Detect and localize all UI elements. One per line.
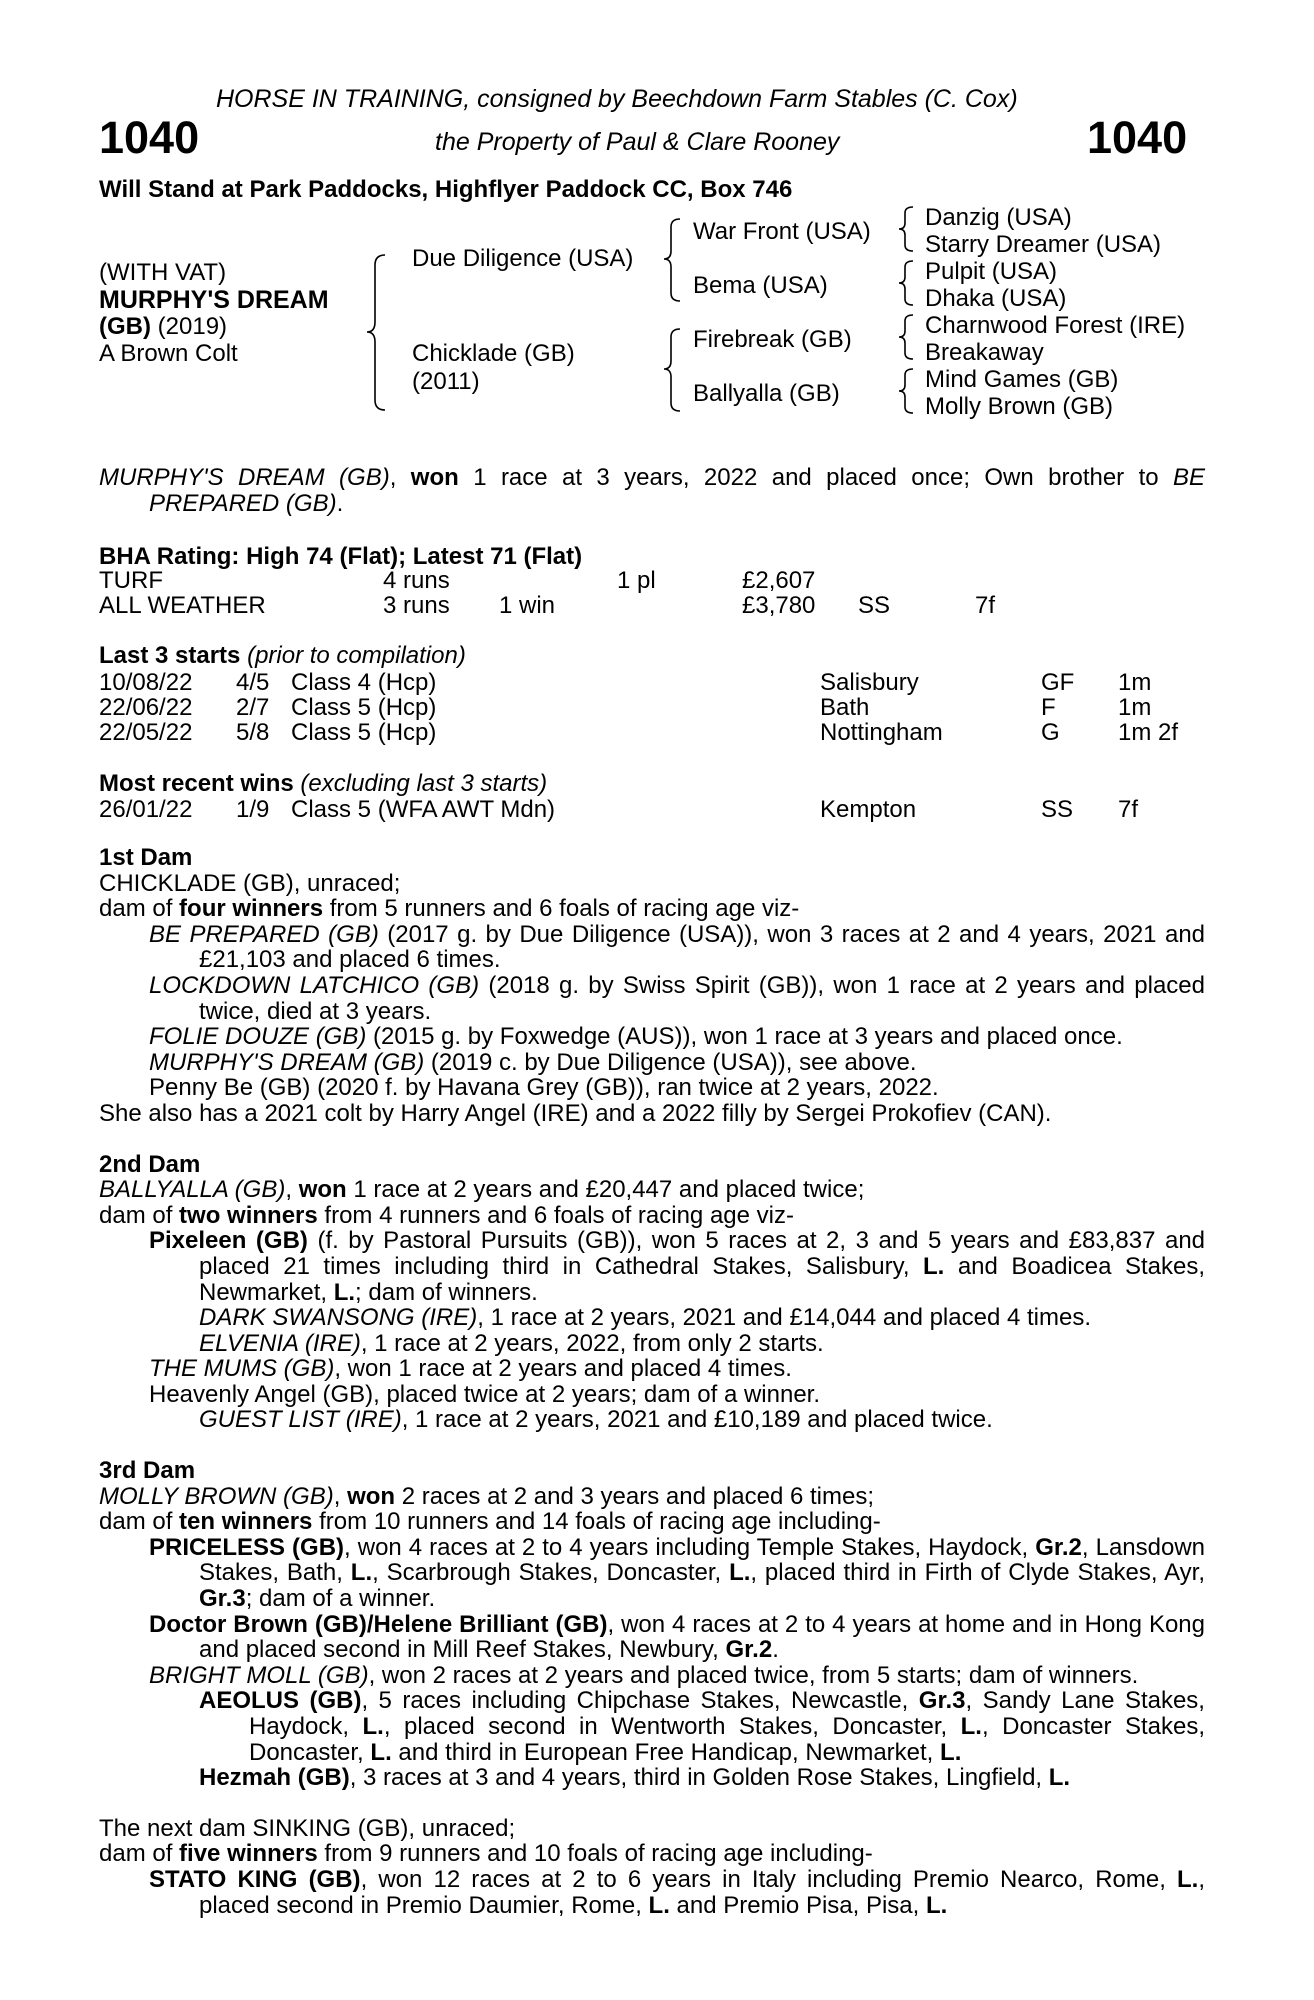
rating-runs-aw: 3 runs [383,592,450,619]
last3-heading: Last 3 starts (prior to compilation) [99,642,466,669]
dam-year: (2011) [412,368,480,395]
recent-going: SS [1041,796,1074,823]
rating-surface-aw: ALL WEATHER [99,592,266,619]
dam3-produce: Doctor Brown (GB)/Helene Brilliant (GB), won 4 races at 2 to 4 years at home and in Hong Kong and placed second in Mill Reef Stakes, Newbury, Gr.2. [149,1610,1205,1664]
sire-dam-sire: Pulpit (USA) [925,258,1058,285]
horse-origin [99,314,227,340]
dam2-produce: THE MUMS (GB), won 1 race at 2 years and placed 4 times. [149,1355,792,1383]
last3-course: Bath [820,694,870,721]
summary-brother: BE PREPARED (GB) [149,464,1205,517]
rating-dist-aw: 7f [975,592,996,619]
dam2-produce: Pixeleen (GB) (f. by Pastoral Pursuits (GB)), won 5 races at 2, 3 and 5 years and £83,837 and placed 21 times including third in Cathedral Stakes, Salisbury, L. and Boadicea Stakes, Newmarket, L.; dam of winners. [149,1227,1206,1306]
dam-dam-sire: Mind Games (GB) [925,366,1119,393]
dam1-note: She also has a 2021 colt by Harry Angel (IRE) and a 2022 filly by Sergei Prokofiev (CAN). [99,1099,1052,1127]
last3-pos: 5/8 [236,719,270,746]
pedigree-brace-ds [897,312,921,362]
recent-class: Class 5 (WFA AWT Mdn) [291,796,556,823]
dam4-line: The next dam SINKING (GB), unraced; [99,1814,516,1842]
last3-dist: 1m [1118,669,1152,696]
dam1-produce: Penny Be (GB) (2020 f. by Havana Grey (GB)), ran twice at 2 years, 2022. [149,1074,939,1102]
sire: Due Diligence (USA) [412,245,634,272]
dam4-produce: STATO KING (GB), won 12 races at 2 to 6 years in Italy including Premio Nearco, Rome, L., placed second in Premio Daumier, Rome, L. and Premio Pisa, Pisa, L. [149,1865,1206,1919]
dam-sire: Firebreak (GB) [693,326,852,353]
dam1-produce: BE PREPARED (GB) (2017 g. by Due Diligence (USA)), won 3 races at 2 and 4 years, 2021 and £21,103 and placed 6 times. [149,920,1206,974]
sire-dam-dam: Dhaka (USA) [925,285,1067,312]
vat-note: (WITH VAT) [99,259,227,286]
lot-number-left: 1040 [99,112,200,163]
rating-runs-turf: 4 runs [383,567,450,594]
dam1-line: CHICKLADE (GB), unraced; [99,869,401,897]
last3-course: Salisbury [820,669,919,696]
dam2-grandproduce: DARK SWANSONG (IRE), 1 race at 2 years, 2021 and £14,044 and placed 4 times. [199,1304,1091,1332]
dam-sire-dam: Breakaway [925,339,1044,366]
last3-going: F [1041,694,1056,721]
stand-location: Will Stand at Park Paddocks, Highflyer Paddock CC, Box 746 [99,176,793,203]
dam3-produce: PRICELESS (GB), won 4 races at 2 to 4 years including Temple Stakes, Haydock, Gr.2, Lansdown Stakes, Bath, L., Scarbrough Stakes, Doncaster, L., placed third in Firth of Clyde Stakes, Ayr, Gr.3; dam of a winner. [149,1533,1206,1613]
pedigree-brace-sd [897,258,921,308]
sire-sire: War Front (USA) [693,218,871,245]
sire-dam: Bema (USA) [693,272,828,299]
last3-pos: 2/7 [236,694,270,721]
dam3-grandproduce: AEOLUS (GB), 5 races including Chipchase Stakes, Newcastle, Gr.3, Sandy Lane Stakes, Haydock, L., placed second in Wentworth Stakes, Doncaster, L., Doncaster Stakes, Doncaster, L. and third in European Free Handicap, Newmarket, L. [199,1687,1205,1766]
rating-wins-aw: 1 win [499,592,556,619]
recent-wins-heading: Most recent wins (excluding last 3 starts) [99,770,548,797]
dam2-grandproduce: ELVENIA (IRE), 1 race at 2 years, 2022, from only 2 starts. [199,1329,824,1357]
dam-dam-dam: Molly Brown (GB) [925,393,1114,420]
pedigree-brace-main [365,250,395,415]
dam3-heading: 3rd Dam [99,1457,196,1485]
sire-sire-dam: Starry Dreamer (USA) [925,231,1162,258]
dam3-grandproduce: Hezmah (GB), 3 races at 3 and 4 years, third in Golden Rose Stakes, Lingfield, L. [199,1764,1071,1792]
last3-date: 10/08/22 [99,669,193,696]
dam1-heading: 1st Dam [99,844,193,871]
property-line: the Property of Paul & Clare Rooney [435,128,840,156]
last3-date: 22/06/22 [99,694,193,721]
pedigree-brace-dam [662,325,688,415]
rating-going-aw: SS [858,592,891,619]
dam-dam: Ballyalla (GB) [693,380,840,407]
family-section: 1st Dam CHICKLADE (GB), unraced; dam of four winners from 5 runners and 6 foals of racing age viz- BE PREPARED (GB) (2017 g. by Due Diligence (USA)), won 3 races at 2 and 4 years, 2021 and £21,103 and placed 6 times. LOCKDOWN LATCHICO (GB) (2018 g. by Swiss Spirit (GB)), won 1 race at 2 years and placed twice, died at 3 years. FOLIE DOUZE (GB) (2015 g. by Foxwedge (AUS)), won 1 race at 3 years and placed once. MURPHY'S DREAM (GB) (2019 c. by Due Diligence (USA)), see above. Penny Be (GB) (2020 f. by Havana Grey (GB)), ran twice at 2 years, 2022. She also has a 2021 colt by Harry Angel (IRE) and a 2022 filly by Sergei Prokofiev (CAN). 2nd Dam BALLYALLA (GB), won 1 race at 2 years and £20,447 and placed twice; dam of two winners from 4 runners and 6 foals of racing age viz- Pixeleen (GB) (f. by Pastoral Pursuits (GB)), won 5 races at 2, 3 and 5 years and £83,837 and placed 21 times including third in Cathedral Stakes, Salisbury, L. and Boadicea Stakes, Newmarket, L.; dam of winners. DARK SWANSONG (IRE), 1 race at 2 years, 2021 and £14,044 and placed 4 times. ELVENIA (IRE), 1 race at 2 years, 2022, from only 2 starts. THE MUMS (GB), won 1 race at 2 years and placed 4 times. Heavenly Angel (GB), placed twice at 2 years; dam of a winner. GUEST LIST (IRE), 1 race at 2 years, 2021 and £10,189 and placed twice. 3rd Dam MOLLY BROWN (GB), won 2 races at 2 and 3 years and placed 6 times; dam of ten winners from 10 runners and 14 foals of racing age including- PRICELESS (GB), won 4 races at 2 to 4 years including Temple Stakes, Haydock, Gr.2, Lansdown Stakes, Bath, L., Scarbrough Stakes, Doncaster, L., placed third in Firth of Clyde Stakes, Ayr, Gr.3; dam of a winner. Doctor Brown (GB)/Helene Brilliant (GB), won 4 races at 2 to 4 years at home and in Hong Kong and placed second in Mill Reef Stakes, Newbury, Gr.2. BRIGHT MOLL (GB), won 2 races at 2 years and placed twice, from 5 starts; dam of winners. AEOLUS (GB), 5 races including Chipchase Stakes, Newcastle, Gr.3, Sandy Lane Stakes, Haydock, L., placed second in Wentworth Stakes, Doncaster, L., Doncaster Stakes, Doncaster, L. and third in European Free Handicap, Newmarket, L. Hezmah (GB), 3 races at 3 and 4 years, third in Golden Rose Stakes, Lingfield, L. The next dam SINKING (GB), unraced; dam of five winners from 9 runners and 10 foals of racing age including- STATO KING (GB), won 12 races at 2 to 6 years in Italy including Premio Nearco, Rome, L., placed second in Premio Daumier, Rome, L. and Premio Pisa, Pisa, L. [99,844,1206,1919]
dam3-produce: BRIGHT MOLL (GB), won 2 races at 2 years and placed twice, from 5 starts; dam of winners. [149,1661,1139,1689]
summary-text: 1 race at 3 years, 2022 and placed once; Own brother to [458,464,1173,491]
consignor-line: HORSE IN TRAINING, consigned by Beechdown Farm Stables (C. Cox) [216,85,1018,113]
recent-dist: 7f [1118,796,1139,823]
pedigree-brace-ss [897,204,921,254]
lot-number-right: 1040 [1087,112,1188,163]
dam: Chicklade (GB) [412,340,575,367]
dam-sire-sire: Charnwood Forest (IRE) [925,312,1186,339]
last3-class: Class 4 (Hcp) [291,669,437,696]
last3-dist: 1m 2f [1118,719,1179,746]
dam2-grandproduce: GUEST LIST (IRE), 1 race at 2 years, 2021 and £10,189 and placed twice. [199,1406,993,1434]
horse-year: (2019) [150,313,228,340]
pedigree-brace-sire [662,215,688,305]
dam1-produce: LOCKDOWN LATCHICO (GB) (2018 g. by Swiss Spirit (GB)), won 1 race at 2 years and placed twice, died at 3 years. [149,971,1205,1025]
race-summary: MURPHY'S DREAM (GB), won 1 race at 3 years, 2022 and placed once; Own brother to BE PREPARED (GB). [99,464,1205,517]
rating-prize-aw: £3,780 [742,592,816,619]
dam1-produce: MURPHY'S DREAM (GB) (2019 c. by Due Diligence (USA)), see above. [149,1048,917,1076]
summary-won: won [410,464,459,491]
last3-dist: 1m [1118,694,1152,721]
pedigree-brace-dd [897,366,921,416]
rating-places-turf: 1 pl [617,567,656,594]
rating-prize-turf: £2,607 [742,567,816,594]
last3-going: GF [1041,669,1075,696]
last3-class: Class 5 (Hcp) [291,694,437,721]
sire-sire-sire: Danzig (USA) [925,204,1072,231]
horse-name: MURPHY'S DREAM [99,286,329,314]
last3-going: G [1041,719,1060,746]
last3-class: Class 5 (Hcp) [291,719,437,746]
last3-pos: 4/5 [236,669,270,696]
recent-course: Kempton [820,796,917,823]
horse-description: A Brown Colt [99,340,238,367]
dam2-heading: 2nd Dam [99,1150,201,1178]
rating-surface-turf: TURF [99,567,163,594]
recent-date: 26/01/22 [99,796,193,823]
horse-country: (GB) [99,313,151,340]
last3-course: Nottingham [820,719,943,746]
bha-rating-heading: BHA Rating: High 74 (Flat); Latest 71 (Flat) [99,543,583,570]
recent-pos: 1/9 [236,796,270,823]
last3-date: 22/05/22 [99,719,193,746]
dam2-produce: Heavenly Angel (GB), placed twice at 2 years; dam of a winner. [149,1380,821,1408]
dam1-produce: FOLIE DOUZE (GB) (2015 g. by Foxwedge (AUS)), won 1 race at 3 years and placed once. [149,1023,1123,1051]
summary-horse-name: MURPHY'S DREAM (GB) [99,464,390,491]
